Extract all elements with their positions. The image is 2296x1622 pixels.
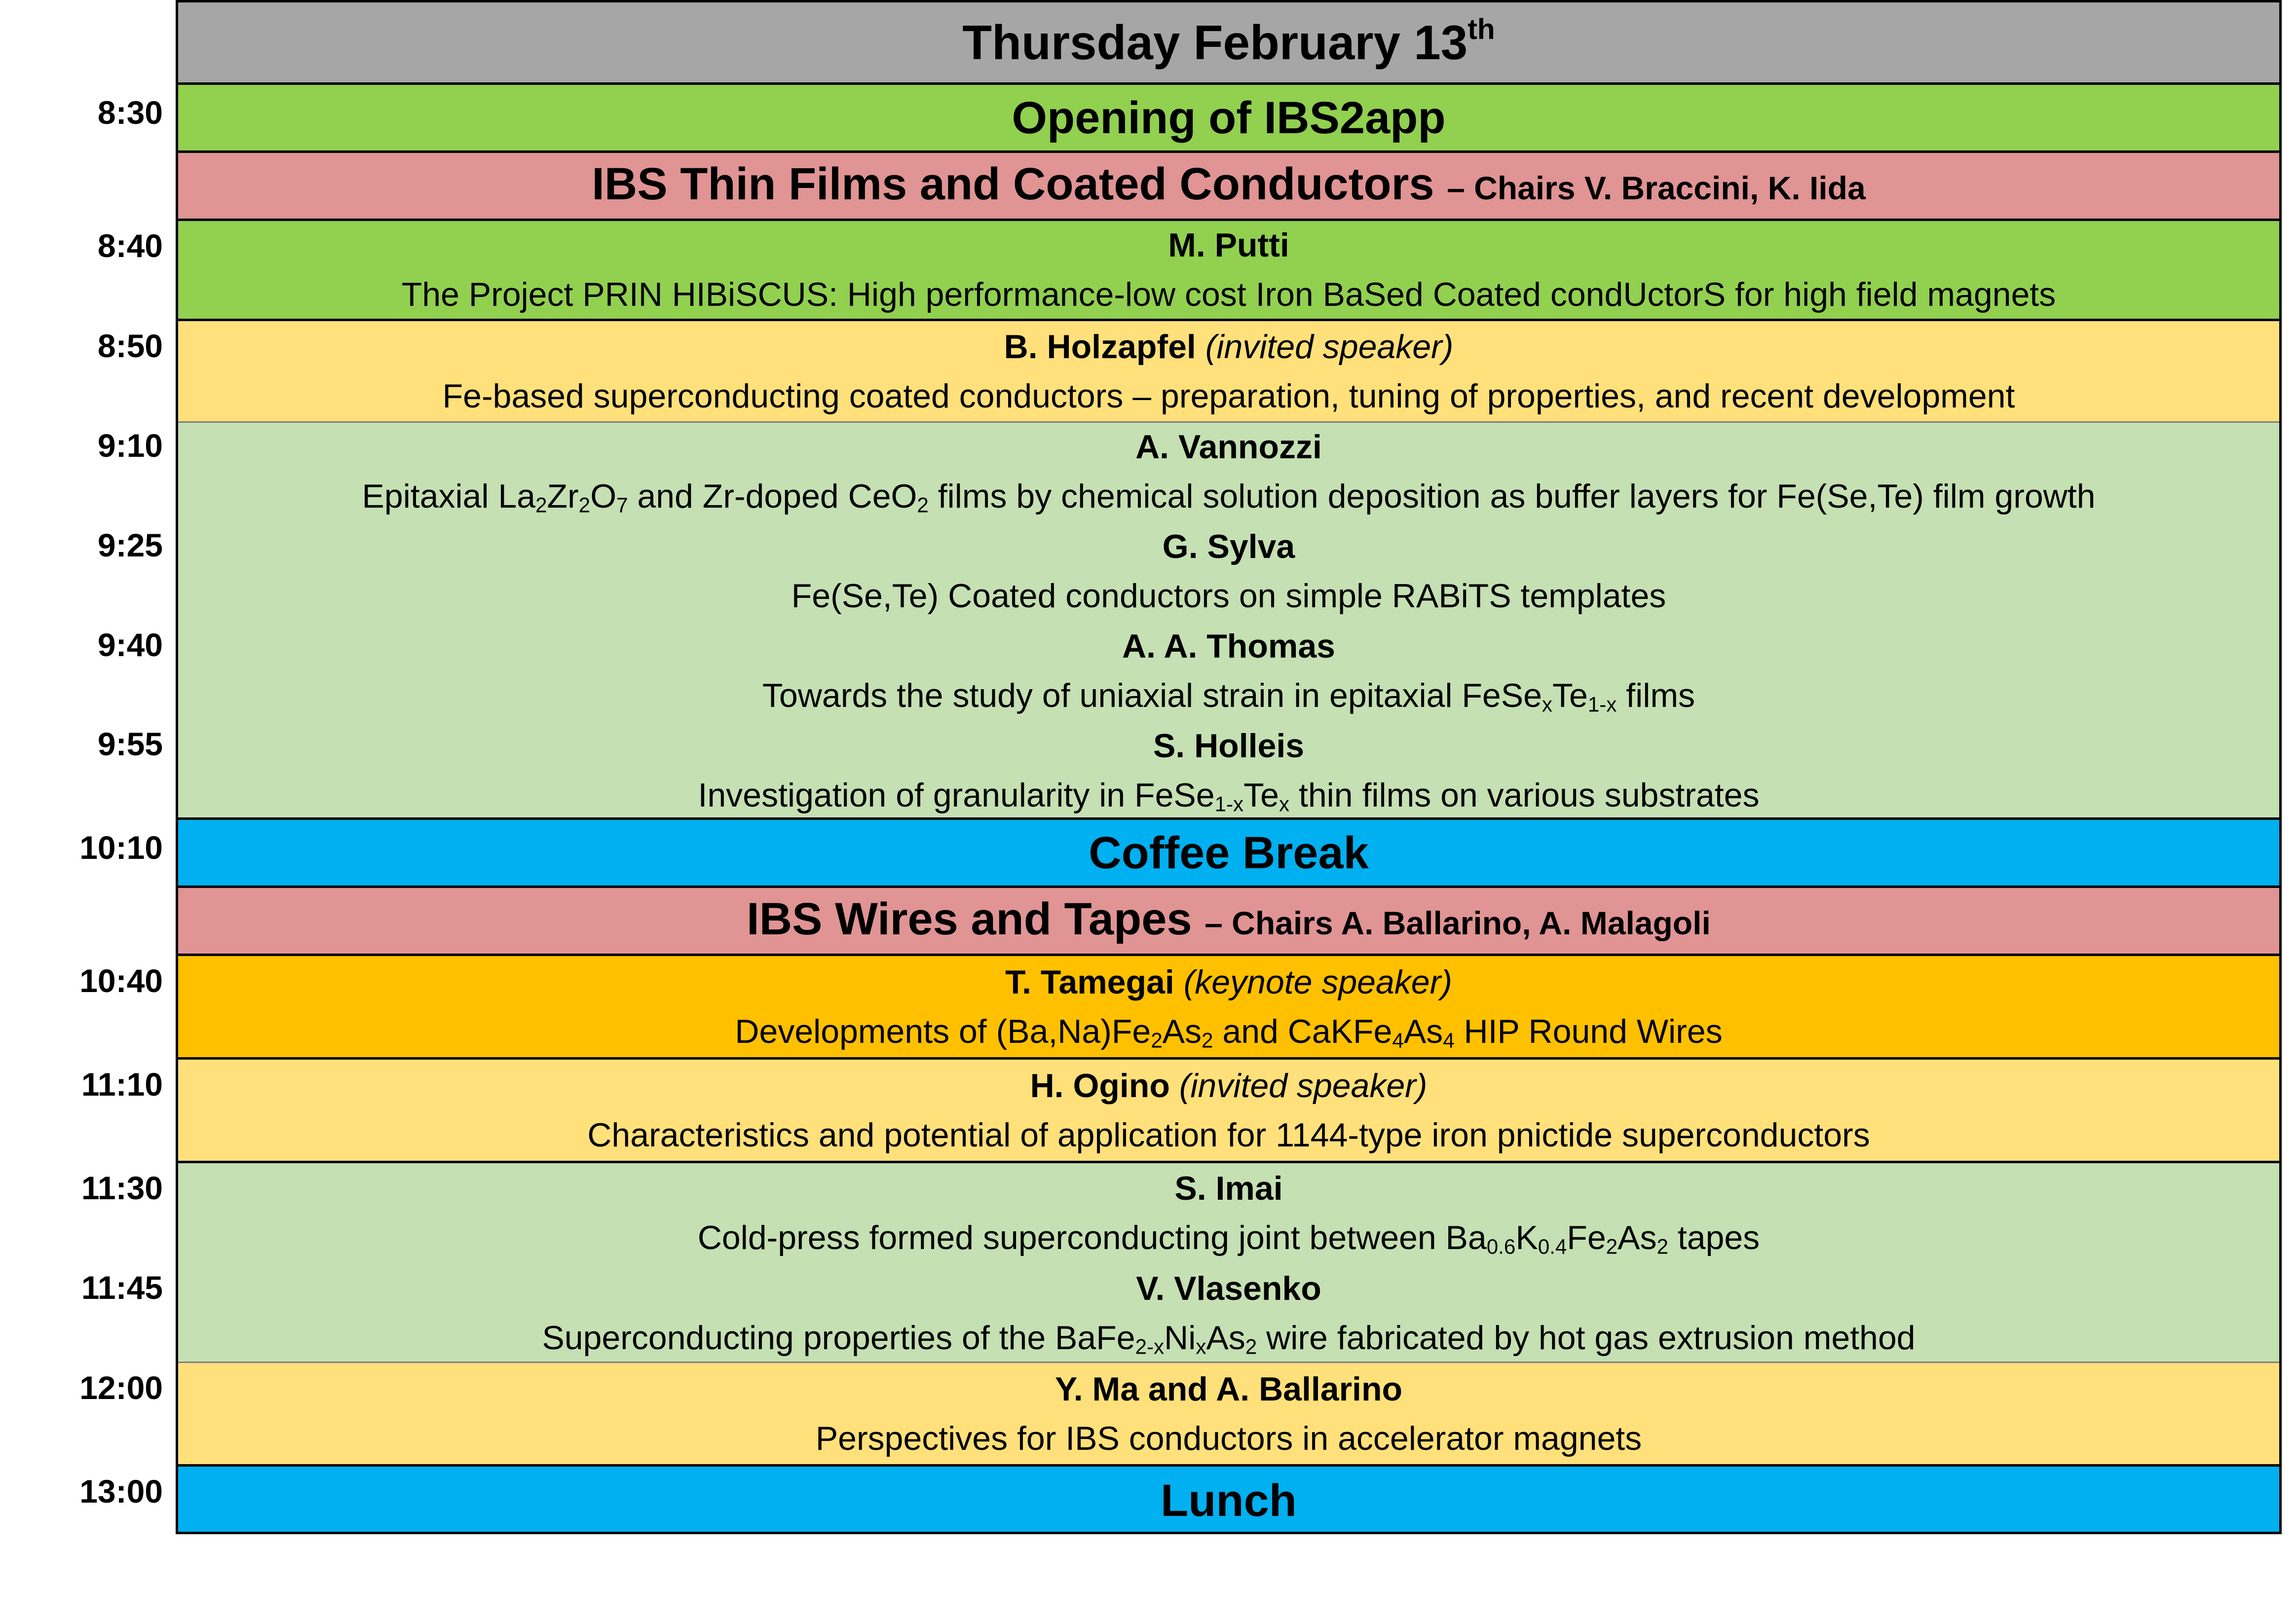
talk-imai [178,1163,2279,1263]
speaker-name: M. Putti [1168,226,1289,264]
time-label: 9:40 [97,627,163,663]
talk-title: Superconducting properties of the $BaFe_{2-x}Ni_xAs_2$ wire fabricated by hot gas extrusion method [542,1319,1916,1358]
talk-vannozzi [178,421,2279,521]
coffee-break-label: Coffee Break [1089,827,1369,878]
time-label: 11:30 [81,1170,163,1206]
time-label: 9:55 [97,726,163,762]
session-chairs: – Chairs A. Ballarino, A. Malagoli [1204,904,1711,941]
time-label: 8:30 [97,94,163,131]
time-label: 12:00 [79,1369,163,1406]
time-label: 11:45 [81,1269,163,1306]
session-header-wires [178,888,2279,956]
time-label: 13:00 [79,1473,163,1510]
talk-holleis [178,721,2279,820]
speaker-name: A. Vannozzi [1135,428,1322,466]
opening-row [178,85,2279,153]
time-label: 9:25 [97,527,163,563]
time-label: 10:40 [79,962,163,999]
coffee-break-row [178,820,2279,888]
talk-title: Characteristics and potential of application for 1144-type iron pnictide superconductors [587,1116,1870,1154]
speaker-role: (keynote speaker) [1183,963,1452,1001]
talk-ma-ballarino [178,1363,2279,1467]
opening-label: Opening of IBS2app [1012,92,1446,143]
talk-title: The Project PRIN HIBiSCUS: High performance-low cost Iron BaSed Coated condUctorS for high field magnets [401,276,2056,313]
speaker-role: (invited speaker) [1205,328,1454,366]
talk-vlasenko [178,1263,2279,1363]
session-header-thin-films [178,153,2279,221]
session-title: IBS Thin Films and Coated Conductors – Chairs V. Braccini, K. Iida [592,158,1866,209]
session-chairs: – Chairs V. Braccini, K. Iida [1447,169,1866,206]
speaker-name: G. Sylva [1162,528,1295,565]
schedule-table [176,0,2282,1534]
speaker-name: S. Holleis [1153,727,1305,765]
speaker-role: (invited speaker) [1179,1067,1428,1105]
speaker-name: V. Vlasenko [1136,1269,1321,1307]
talk-title: Cold-press formed superconducting joint between $Ba_{0.6}K_{0.4}Fe_2As_2$ tapes [697,1219,1760,1258]
speaker-name: T. Tamegai (keynote speaker) [1005,963,1452,1001]
talk-ogino [178,1060,2279,1163]
talk-putti [178,221,2279,321]
time-label: 8:50 [97,328,163,364]
speaker-name: H. Ogino (invited speaker) [1030,1067,1428,1105]
talk-title: Epitaxial $La_2Zr_2O_7$ and Zr-doped CeO$_2$ films by chemical solution deposition as buffer layers for Fe(Se,Te) film growth [362,477,2096,516]
day-title: Thursday February 13th [962,13,1495,70]
talk-tamegai [178,956,2279,1060]
day-header [178,2,2279,85]
talk-thomas [178,621,2279,721]
speaker-name: B. Holzapfel (invited speaker) [1004,328,1454,366]
speaker-name: S. Imai [1174,1170,1283,1207]
time-column [0,0,176,1622]
talk-holzapfel [178,321,2279,421]
talk-title: Towards the study of uniaxial strain in epitaxial $FeSe_xTe_{1-x}$ films [762,677,1695,716]
time-label: 11:10 [81,1066,163,1103]
talk-title: Perspectives for IBS conductors in accelerator magnets [815,1419,1642,1457]
talk-title: Developments of $(Ba,Na)Fe_2As_2$ and $CaKFe_4As_4$ HIP Round Wires [735,1012,1723,1052]
talk-title: Fe-based superconducting coated conductors – preparation, tuning of properties, and recent development [442,377,2015,415]
speaker-name: A. A. Thomas [1122,627,1335,665]
time-label: 9:10 [97,427,163,464]
time-label: 8:40 [97,227,163,264]
talk-title: Fe(Se,Te) Coated conductors on simple RABiTS templates [791,577,1666,615]
lunch-label: Lunch [1161,1475,1297,1526]
session-title: IBS Wires and Tapes – Chairs A. Ballarino, A. Malagoli [747,893,1711,944]
talk-title: Investigation of granularity in $FeSe_{1-x}Te_x$ thin films on various substrates [698,776,1760,815]
speaker-name: Y. Ma and A. Ballarino [1054,1370,1403,1408]
talk-sylva [178,521,2279,621]
time-label: 10:10 [79,829,163,866]
lunch-row [178,1467,2279,1534]
